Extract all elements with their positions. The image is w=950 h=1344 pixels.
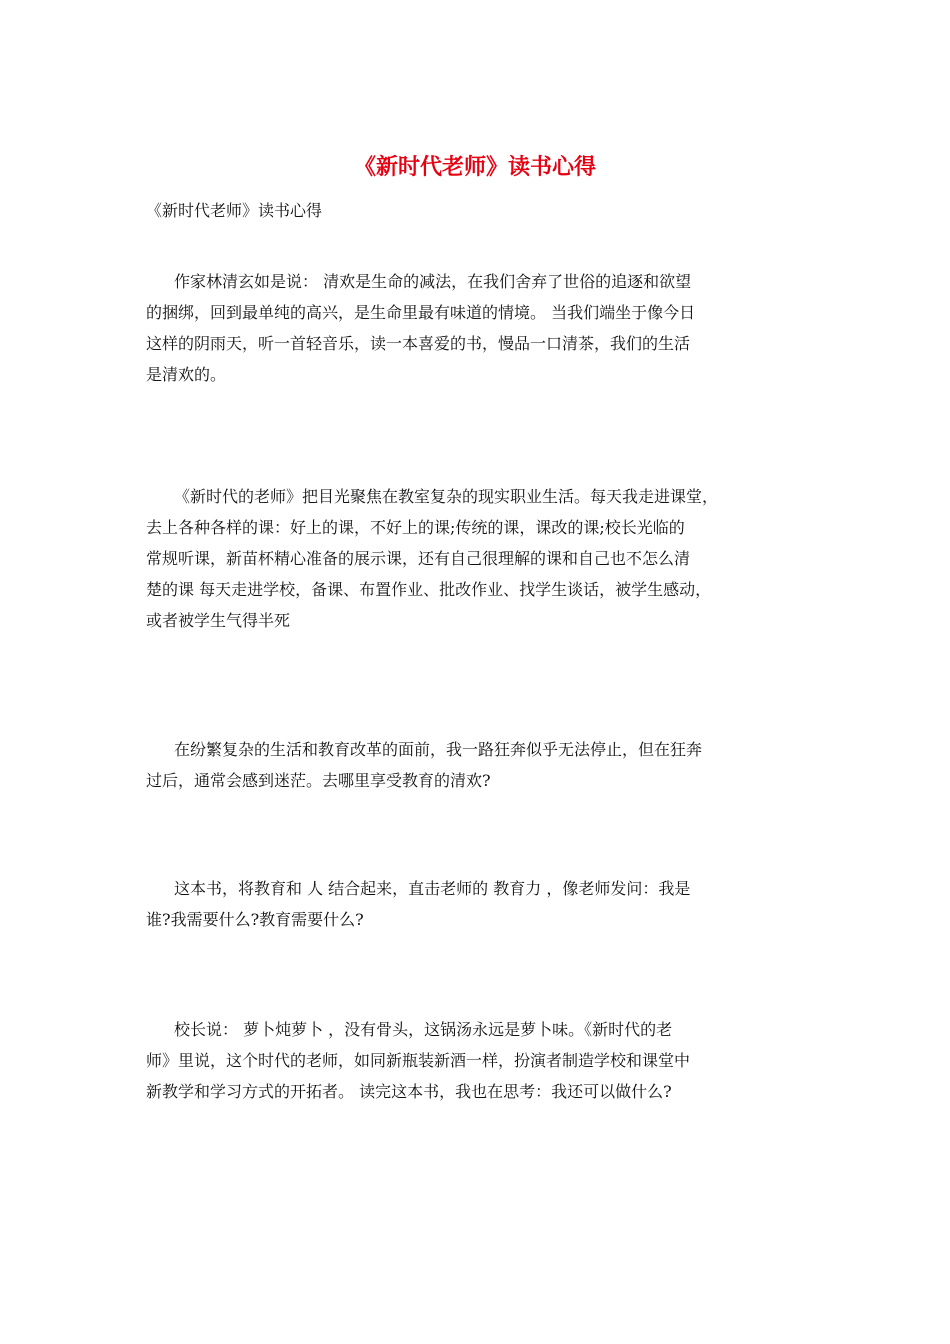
document-subtitle: 《新时代老师》读书心得 [146,201,323,220]
paragraph-line: 这样的阴雨天，听一首轻音乐，读一本喜爱的书，慢品一口清茶，我们的生活 [146,334,691,353]
paragraph-line: 楚的课 每天走进学校，备课、布置作业、批改作业、找学生谈话，被学生感动， [146,580,712,599]
paragraph-line: 去上各种各样的课：好上的课，不好上的课;传统的课，课改的课;校长光临的 [146,518,685,537]
paragraph-1 [146,266,816,390]
paragraph-line: 新教学和学习方式的开拓者。 读完这本书，我也在思考：我还可以做什么? [146,1082,672,1101]
paragraph-5 [146,1014,816,1107]
paragraph-line: 校长说： 萝卜炖萝卜 ，没有骨头，这锅汤永远是萝卜味。《新时代的老 [174,1020,673,1039]
paragraph-line: 师》里说，这个时代的老师，如同新瓶装新酒一样，扮演者制造学校和课堂中 [146,1051,691,1070]
paragraph-line: 过后，通常会感到迷茫。去哪里享受教育的清欢? [146,771,491,790]
paragraph-line: 是清欢的。 [146,365,227,384]
document-title: 《新时代老师》读书心得 [353,154,596,180]
paragraph-2 [146,481,816,636]
paragraph-line: 这本书，将教育和 人 结合起来，直击老师的 教育力 ，像老师发问：我是 [174,879,691,898]
paragraph-line: 作家林清玄如是说： 清欢是生命的减法，在我们舍弃了世俗的追逐和欲望 [174,272,692,291]
paragraph-line: 常规听课，新苗杯精心准备的展示课，还有自己很理解的课和自己也不怎么清 [146,549,691,568]
paragraph-4 [146,873,816,935]
paragraph-line: 在纷繁复杂的生活和教育改革的面前，我一路狂奔似乎无法停止，但在狂奔 [174,740,703,759]
paragraph-line: 谁?我需要什么?教育需要什么? [146,910,364,929]
paragraph-3 [146,734,816,796]
paragraph-line: 或者被学生气得半死 [146,611,291,630]
paragraph-line: 《新时代的老师》把目光聚焦在教室复杂的现实职业生活。每天我走进课堂， [174,487,719,506]
paragraph-line: 的捆绑，回到最单纯的高兴，是生命里最有味道的情境。 当我们端坐于像今日 [146,303,696,322]
